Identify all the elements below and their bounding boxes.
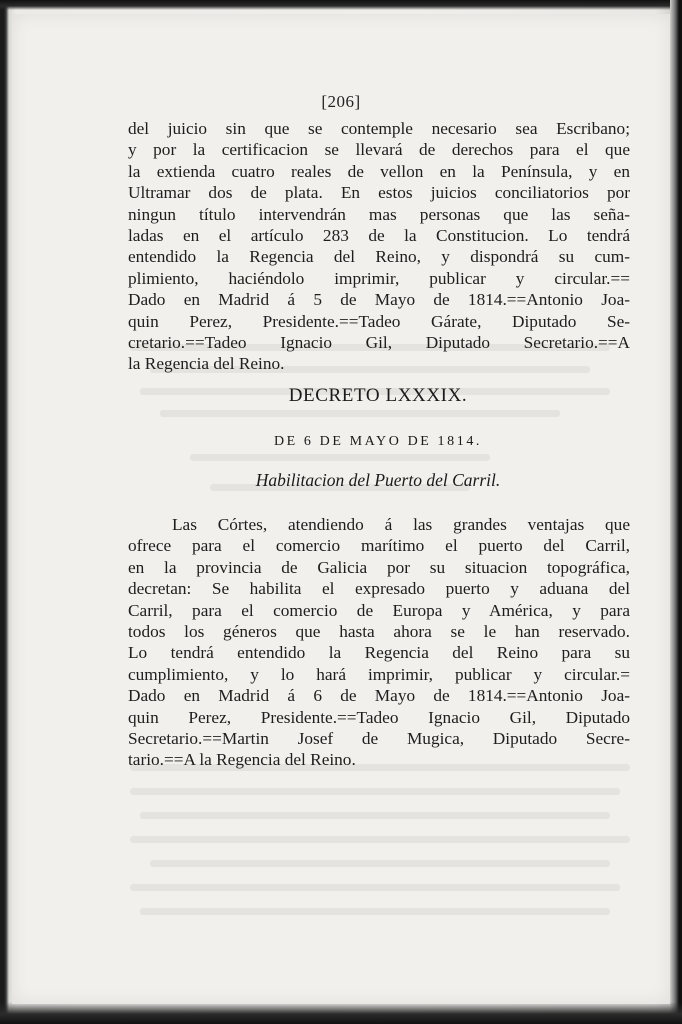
text-line: ofrece para el comercio marítimo el puerto del Carril,: [128, 536, 630, 556]
text-line: Las Córtes, atendiendo á las grandes ventajas que: [172, 515, 630, 534]
text-line: todos los géneros que hasta ahora se le han reservado.: [128, 621, 630, 641]
text-line: quin Perez, Presidente.==Tadeo Gárate, Diputado Se-: [128, 311, 630, 331]
decree-date: DE 6 DE MAYO DE 1814.: [273, 434, 483, 449]
page-number: [206]: [321, 92, 361, 111]
text-line: la extienda cuatro reales de vellon en la Península, y en: [128, 161, 630, 181]
text-line: Dado en Madrid á 6 de Mayo de 1814.==Antonio Joa-: [128, 686, 630, 706]
text-line: Ultramar dos de plata. En estos juicios conciliatorios por: [128, 183, 630, 203]
decree-heading: Habilitacion del Puerto del Carril.: [255, 470, 501, 490]
text-line: Secretario.==Martin Josef de Mugica, Diputado Secre-: [128, 728, 630, 748]
text-line: tario.==A la Regencia del Reino.: [128, 750, 356, 770]
text-line: ladas en el artículo 283 de la Constitucion. Lo tendrá: [128, 225, 630, 245]
decree-body: [128, 514, 630, 771]
bottom-scan-border: [0, 1002, 682, 1024]
text-line: cretario.==Tadeo Ignacio Gil, Diputado Secretario.==A: [128, 332, 630, 352]
text-line: entendido la Regencia del Reino, y dispondrá su cum-: [128, 247, 630, 267]
text-line: y por la certificacion se llevará de derechos para el que: [128, 140, 630, 160]
decree-title: DECRETO LXXXIX.: [288, 385, 468, 406]
text-line: Dado en Madrid á 5 de Mayo de 1814.==Antonio Joa-: [128, 290, 630, 310]
text-line: cumplimiento, y lo hará imprimir, publicar y circular.=: [128, 664, 630, 684]
top-scan-border: [0, 0, 682, 10]
text-line: plimiento, haciéndolo imprimir, publicar y circular.==: [128, 268, 630, 288]
text-line: en la provincia de Galicia por su situacion topográfica,: [128, 557, 630, 577]
text-line: la Regencia del Reino.: [128, 354, 285, 374]
text-line: Lo tendrá entendido la Regencia del Reino para su: [128, 643, 630, 663]
text-line: ningun título intervendrán mas personas que las seña-: [128, 204, 630, 224]
text-line: quin Perez, Presidente.==Tadeo Ignacio Gil, Diputado: [128, 707, 630, 727]
text-line: Carril, para el comercio de Europa y América, y para: [128, 600, 630, 620]
text-line: decretan: Se habilita el expresado puerto y aduana del: [128, 579, 630, 599]
text-line: del juicio sin que se contemple necesario sea Escribano;: [128, 119, 630, 138]
right-scan-border: [670, 0, 682, 1024]
paragraph-continuation: [128, 118, 630, 375]
